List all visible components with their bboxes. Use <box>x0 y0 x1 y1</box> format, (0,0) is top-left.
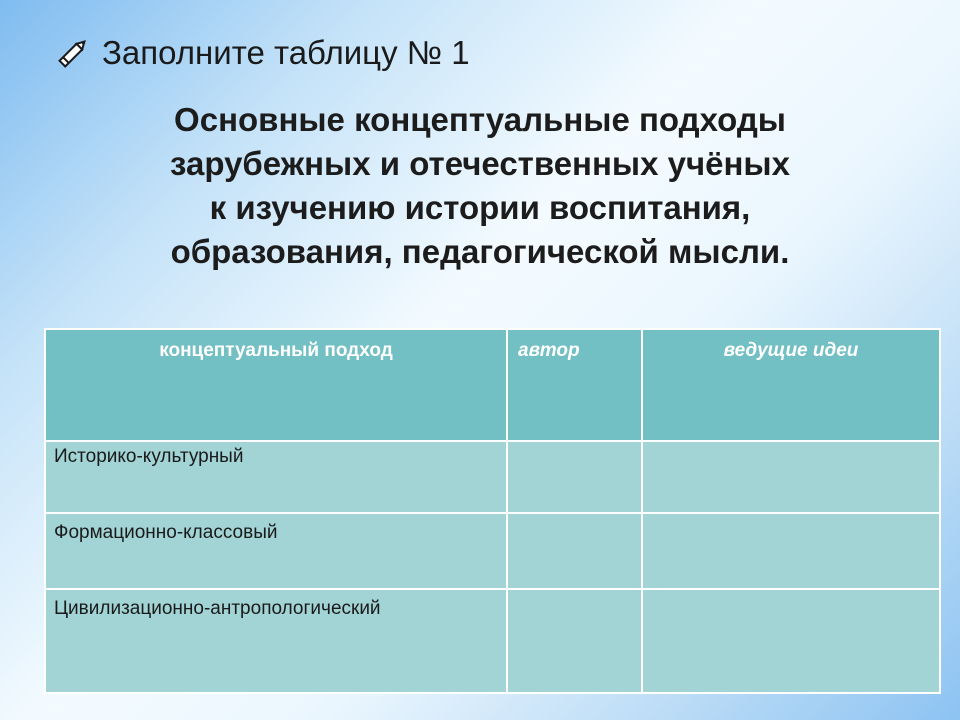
heading-line: к изучению истории воспитания, <box>209 189 751 226</box>
ideas-cell[interactable] <box>642 513 940 589</box>
approaches-table-wrap <box>44 328 939 661</box>
header-author: автор <box>507 329 642 441</box>
author-cell[interactable] <box>507 441 642 513</box>
table-header-row <box>45 329 940 441</box>
task-text: Заполните таблицу № 1 <box>102 34 470 71</box>
ideas-cell[interactable] <box>642 441 940 513</box>
table-row <box>45 589 940 693</box>
ideas-cell[interactable] <box>642 589 940 693</box>
heading-line: Основные концептуальные подходы <box>174 101 786 138</box>
approach-cell: Формационно-классовый <box>45 513 507 589</box>
task-line <box>54 34 470 72</box>
header-ideas: ведущие идеи <box>642 329 940 441</box>
table-row <box>45 513 940 589</box>
slide-heading <box>90 98 870 274</box>
approaches-table <box>44 328 941 694</box>
author-cell[interactable] <box>507 513 642 589</box>
heading-line: зарубежных и отечественных учёных <box>170 145 790 182</box>
heading-line: образования, педагогической мысли. <box>170 233 790 270</box>
table-row <box>45 441 940 513</box>
header-approach: концептуальный подход <box>45 329 507 441</box>
approach-cell: Цивилизационно-антропологический <box>45 589 507 693</box>
author-cell[interactable] <box>507 589 642 693</box>
approach-cell: Историко-культурный <box>45 441 507 513</box>
pencil-icon <box>54 34 92 72</box>
